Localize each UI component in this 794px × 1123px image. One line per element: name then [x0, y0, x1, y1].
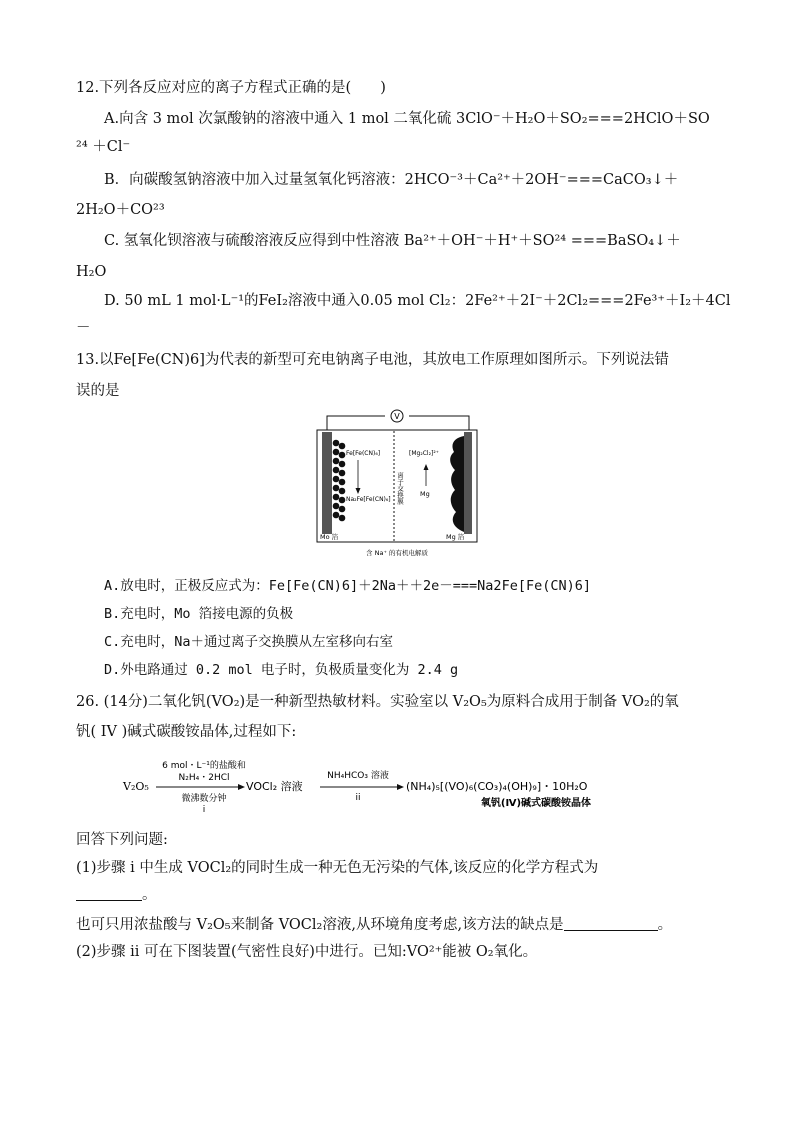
mg-foil — [464, 432, 472, 534]
electrolyte-label: 含 Na⁺ 的有机电解质 — [366, 549, 428, 557]
scheme-arrow1-reagent2: N₂H₄・2HCl — [178, 773, 230, 783]
q13-option-c: C.充电时，Na＋通过离子交换膜从左室移向右室 — [104, 634, 394, 650]
q26-stem-cont: 钒( IV )碱式碳酸铵晶体,过程如下: — [76, 724, 297, 740]
q26-part1-followup-text: 也可只用浓盐酸与 V₂O₅来制备 VOCl₂溶液,从环境角度考虑,该方法的缺点是 — [76, 917, 564, 933]
mg-foil-label: Mg 箔 — [446, 533, 465, 541]
q26-part1-followup-period: 。 — [657, 917, 673, 933]
q12-option-c-cont: H₂O — [76, 264, 107, 280]
mo-foil — [322, 432, 332, 534]
q13-stem: 13.以Fe[Fe(CN)6]为代表的新型可充电钠离子电池，其放电工作原理如图所示。下列说法错 — [76, 352, 669, 368]
q12-stem: 12.下列各反应对应的离子方程式正确的是( ) — [76, 80, 386, 96]
synthesis-scheme — [120, 756, 680, 814]
scheme-product-name: 氧钒(Ⅳ)碱式碳酸铵晶体 — [480, 798, 592, 809]
scheme-arrow1-condition: 微沸数分钟 — [181, 794, 227, 804]
q13-stem-cont: 误的是 — [76, 383, 120, 399]
answer-blank-1[interactable] — [76, 900, 142, 901]
q12-option-d: D. 50 mL 1 mol·L⁻¹的FeI₂溶液中通入0.05 mol Cl₂：2Fe²⁺＋2I⁻＋2Cl₂===2Fe³⁺＋I₂＋4Cl — [104, 293, 731, 309]
q12-option-b-cont: 2H₂O＋CO²³ — [76, 202, 165, 218]
anode-bottom-label: Mg — [420, 490, 430, 498]
q26-answer-intro: 回答下列问题: — [76, 832, 168, 848]
cathode-top-label: Fe[Fe(CN)₆] — [346, 450, 381, 457]
q26-part1-blank-line — [76, 885, 726, 905]
q13-option-a: A.放电时，正极反应式为：Fe[Fe(CN)6]＋2Na＋＋2e－===Na2Fe[Fe(CN)6] — [104, 578, 591, 594]
voltmeter-label: V — [394, 412, 400, 421]
battery-diagram — [314, 408, 480, 564]
q12-option-a: A.向含 3 mol 次氯酸钠的溶液中通入 1 mol 二氧化硫 3ClO⁻＋H₂O＋SO₂===2HClO＋SO — [104, 111, 710, 127]
answer-blank-2[interactable] — [564, 930, 658, 931]
scheme-middle: VOCl₂ 溶液 — [246, 780, 303, 793]
q26-part2: (2)步骤 ii 可在下图装置(气密性良好)中进行。已知:VO²⁺能被 O₂氧化。 — [76, 944, 538, 960]
q12-option-c: C. 氢氧化钡溶液与硫酸溶液反应得到中性溶液 Ba²⁺＋OH⁻＋H⁺＋SO²⁴ ===BaSO₄↓＋ — [104, 233, 681, 249]
scheme-start: V₂O₅ — [123, 780, 149, 793]
scheme-product: (NH₄)₅[(VO)₆(CO₃)₄(OH)₉]・10H₂O — [406, 780, 588, 793]
mo-foil-label: Mo 箔 — [320, 533, 339, 541]
q13-option-d: D.外电路通过 0.2 mol 电子时，负极质量变化为 2.4 g — [104, 662, 459, 678]
q12-option-a-cont: ²⁴ ＋Cl⁻ — [76, 139, 131, 155]
scheme-step-i: i — [202, 805, 206, 814]
q26-stem: 26. (14分)二氧化钒(VO₂)是一种新型热敏材料。实验室以 V₂O₅为原料合成用于制备 VO₂的氧 — [76, 694, 679, 710]
q12-option-b: B．向碳酸氢钠溶液中加入过量氢氧化钙溶液：2HCO⁻³＋Ca²⁺＋2OH⁻===CaCO₃↓＋ — [104, 172, 679, 188]
q26-part1-followup — [76, 915, 726, 935]
anode-top-label: [Mg₂Cl₂]²⁺ — [409, 450, 439, 457]
q26-part1-period: 。 — [142, 887, 157, 903]
q26-part1: (1)步骤 i 中生成 VOCl₂的同时生成一种无色无污染的气体,该反应的化学方程式为 — [76, 860, 599, 876]
membrane-label: 离子交换膜 — [396, 472, 404, 505]
scheme-arrow1-reagent1: 6 mol・L⁻¹的盐酸和 — [162, 761, 246, 771]
scheme-step-ii: ii — [355, 793, 361, 803]
q12-option-d-cont: － — [76, 320, 91, 336]
scheme-arrow2-reagent: NH₄HCO₃ 溶液 — [327, 771, 389, 781]
cathode-bottom-label: Na₂Fe[Fe(CN)₆] — [346, 496, 391, 503]
q13-option-b: B.充电时，Mo 箔接电源的负极 — [104, 606, 294, 622]
